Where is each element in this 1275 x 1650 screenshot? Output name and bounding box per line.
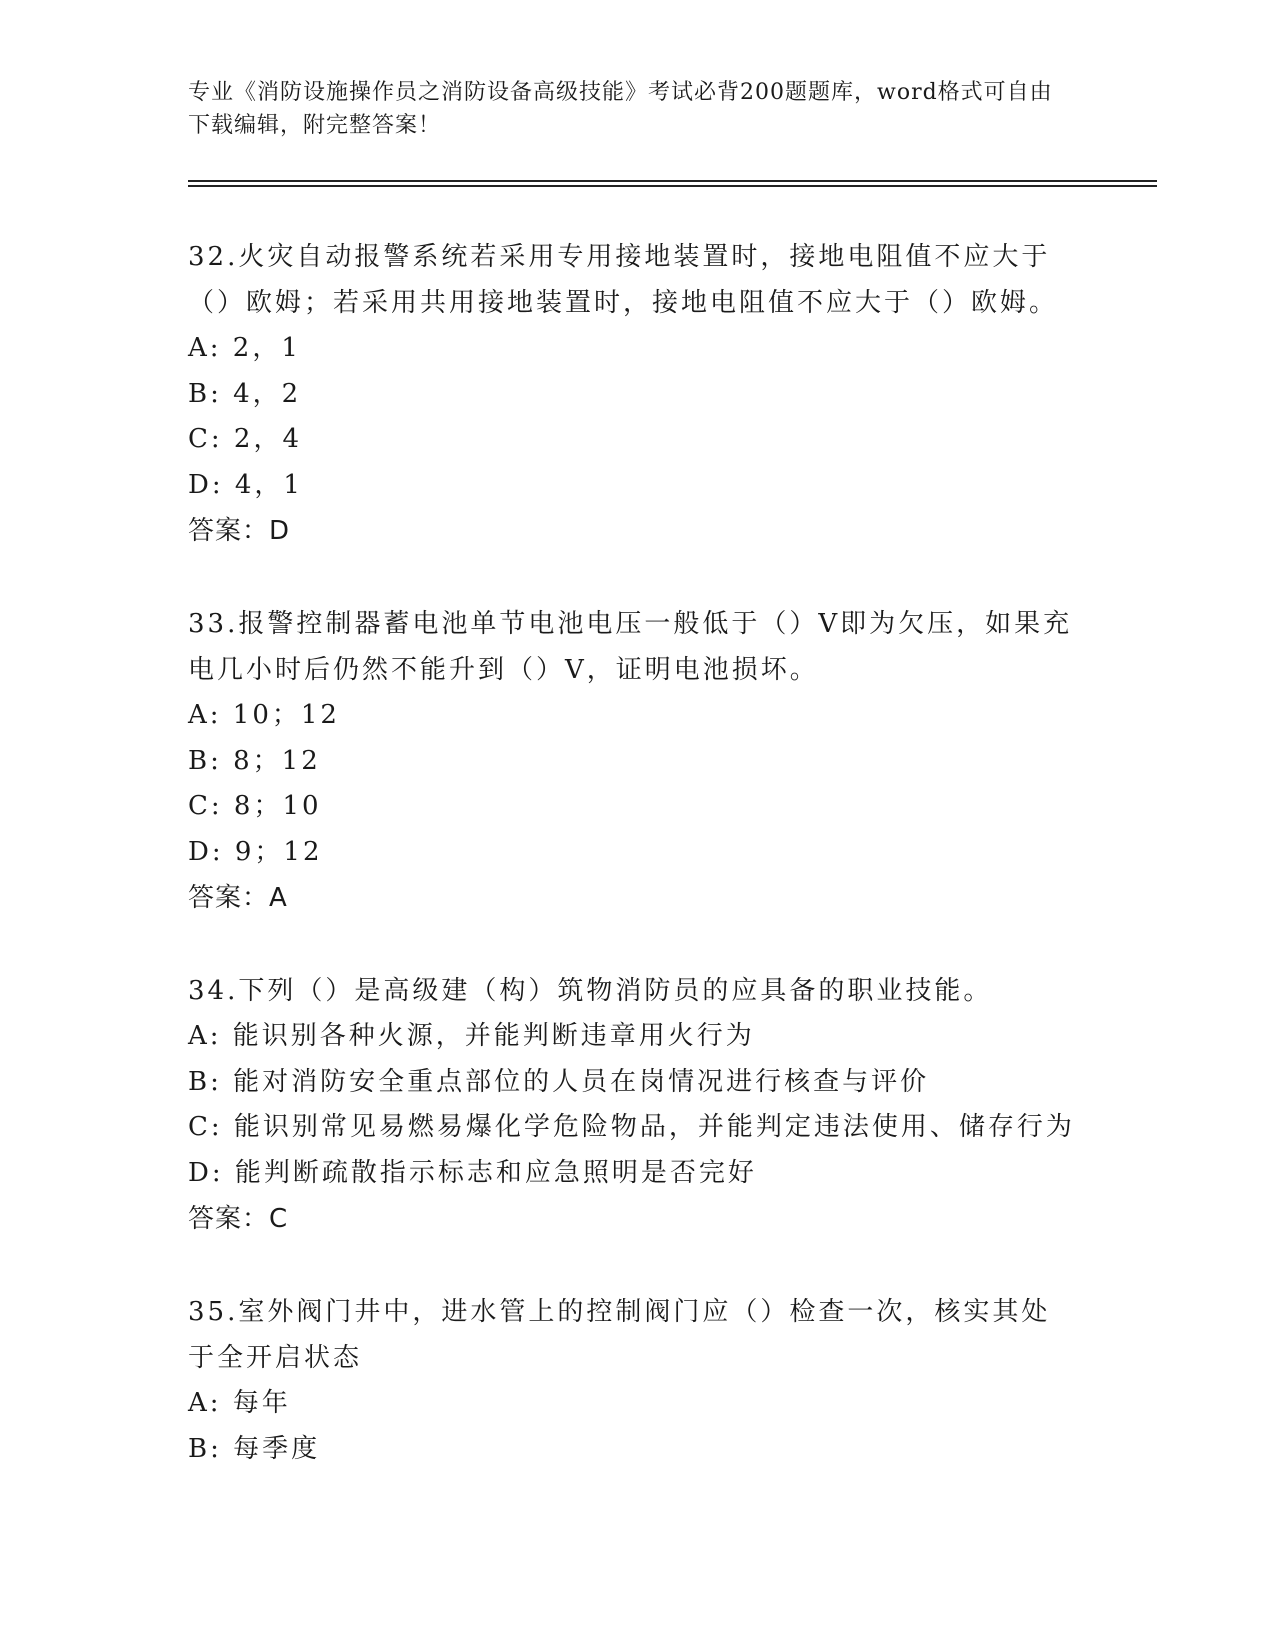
question-list [188,234,1078,1519]
question-35 [188,1289,1078,1472]
question-33 [188,601,1078,921]
document-header: 专业《消防设施操作员之消防设备高级技能》考试必背200题题库，word格式可自由下载编辑，附完整答案！ [188,80,1053,138]
option-a: A: 10；12 [188,700,340,730]
answer-line: 答案：A [188,883,288,913]
option-d: D: 能判断疏散指示标志和应急照明是否完好 [188,1157,757,1188]
question-32 [188,234,1078,554]
question-text: 32.火灾自动报警系统若采用专用接地装置时，接地电阻值不应大于（）欧姆；若采用共用接地装置时，接地电阻值不应大于（）欧姆。 [188,242,1059,318]
option-b: B: 每季度 [188,1433,321,1464]
question-text: 35.室外阀门井中，进水管上的控制阀门应（）检查一次，核实其处于全开启状态 [188,1297,1051,1373]
option-a: A: 能识别各种火源，并能判断违章用火行为 [188,1021,755,1051]
option-b: B: 4，2 [188,378,302,409]
header-divider-bottom [188,185,1157,187]
option-b: B: 能对消防安全重点部位的人员在岗情况进行核查与评价 [188,1066,930,1097]
option-list [188,693,1078,875]
header-divider-top [188,180,1157,182]
option-c: C: 8；10 [188,791,322,821]
option-d: D: 9；12 [188,836,323,867]
option-d: D: 4，1 [188,469,303,500]
option-a: A: 每年 [188,1388,291,1418]
answer-line: 答案：D [188,516,291,546]
option-a: A: 2，1 [188,333,301,363]
question-34 [188,968,1078,1242]
option-list [188,1014,1078,1196]
option-list [188,1381,1078,1472]
question-text: 34.下列（）是高级建（构）筑物消防员的应具备的职业技能。 [188,976,993,1006]
question-text: 33.报警控制器蓄电池单节电池电压一般低于（）V即为欠压，如果充电几小时后仍然不能升到（）V，证明电池损坏。 [188,609,1073,685]
option-c: C: 2，4 [188,424,303,454]
option-list [188,326,1078,508]
option-c: C: 能识别常见易燃易爆化学危险物品，并能判定违法使用、储存行为 [188,1112,1075,1142]
answer-line: 答案：C [188,1204,289,1234]
option-b: B: 8；12 [188,745,321,776]
